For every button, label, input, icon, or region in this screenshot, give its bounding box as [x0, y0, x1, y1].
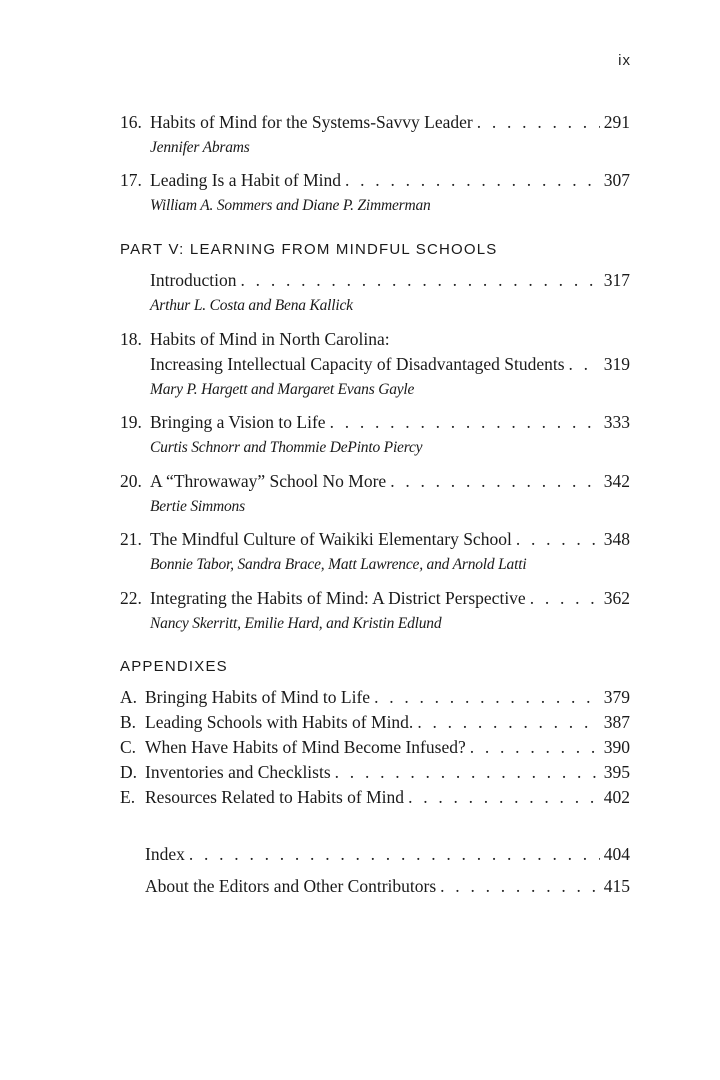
toc-entry-appendix-d[interactable]: [120, 760, 630, 784]
appendix-title: Inventories and Checklists: [145, 762, 331, 782]
chapter-authors: Curtis Schnorr and Thommie DePinto Piercy: [150, 439, 423, 456]
toc-entry-about-editors[interactable]: [120, 874, 630, 898]
toc-entry-appendix-b[interactable]: [120, 710, 630, 734]
page-number: 404: [603, 844, 630, 864]
dot-leader: [390, 469, 600, 493]
appendix-title: Resources Related to Habits of Mind: [145, 787, 405, 807]
chapter-number: 18.: [120, 329, 142, 349]
dot-leader: [345, 168, 600, 192]
toc-entry-chapter-18[interactable]: [120, 327, 630, 351]
toc-entry-chapter-21[interactable]: [120, 527, 630, 551]
chapter-authors: Nancy Skerritt, Emilie Hard, and Kristin Edlund: [150, 615, 442, 632]
page-folio: ix: [618, 52, 631, 69]
appendix-letter: A.: [120, 687, 138, 707]
page-number: 395: [603, 762, 630, 782]
chapter-number: 19.: [120, 412, 142, 432]
chapter-number: 21.: [120, 529, 142, 549]
page-number: 291: [603, 112, 630, 132]
dot-leader: [516, 527, 600, 551]
chapter-title: Integrating the Habits of Mind: A District Perspective: [150, 588, 526, 608]
toc-entry-chapter-22[interactable]: [120, 586, 630, 610]
dot-leader: [470, 735, 600, 759]
dot-leader: [408, 785, 600, 809]
dot-leader: [440, 874, 600, 898]
appendix-title: Leading Schools with Habits of Mind.: [145, 712, 414, 732]
page-number: 402: [603, 787, 630, 807]
page-number: 307: [603, 170, 630, 190]
page-number: 348: [603, 529, 630, 549]
page-number: 319: [603, 354, 630, 374]
toc-entry-chapter-17[interactable]: [120, 168, 630, 192]
dot-leader: [569, 352, 600, 376]
toc-entry-chapter-20[interactable]: [120, 469, 630, 493]
dot-leader: [241, 268, 600, 292]
chapter-title: Bringing a Vision to Life: [150, 412, 326, 432]
page-number: 379: [603, 687, 630, 707]
chapter-title: A “Throwaway” School No More: [150, 471, 387, 491]
appendix-letter: E.: [120, 787, 136, 807]
chapter-number: 16.: [120, 112, 142, 132]
chapter-subtitle: Increasing Intellectual Capacity of Disadvantaged Students: [150, 354, 565, 374]
page-number: 390: [603, 737, 630, 757]
page-number: 333: [603, 412, 630, 432]
toc-entry-chapter-16[interactable]: [120, 110, 630, 134]
toc-entry-index[interactable]: [120, 842, 630, 866]
toc-entry-chapter-18-subtitle[interactable]: [120, 352, 630, 376]
dot-leader: [417, 710, 599, 734]
back-matter-title: About the Editors and Other Contributors: [145, 876, 437, 896]
page-number: 362: [603, 588, 630, 608]
chapter-authors: Bonnie Tabor, Sandra Brace, Matt Lawrence, and Arnold Latti: [150, 556, 527, 573]
chapter-title: Habits of Mind in North Carolina:: [150, 329, 390, 349]
part-heading: PART V: LEARNING FROM MINDFUL SCHOOLS: [120, 241, 498, 258]
toc-entry-appendix-e[interactable]: [120, 785, 630, 809]
appendix-letter: D.: [120, 762, 138, 782]
page-number: 387: [603, 712, 630, 732]
chapter-authors: Bertie Simmons: [150, 498, 245, 515]
chapter-authors: William A. Sommers and Diane P. Zimmerman: [150, 197, 431, 214]
dot-leader: [374, 685, 600, 709]
appendix-letter: C.: [120, 737, 137, 757]
chapter-number: 20.: [120, 471, 142, 491]
intro-title: Introduction: [150, 270, 237, 290]
toc-entry-appendix-a[interactable]: [120, 685, 630, 709]
dot-leader: [330, 410, 600, 434]
chapter-title: Leading Is a Habit of Mind: [150, 170, 341, 190]
toc-entry-chapter-19[interactable]: [120, 410, 630, 434]
page-number: 415: [603, 876, 630, 896]
appendixes-heading: APPENDIXES: [120, 658, 228, 675]
chapter-authors: Jennifer Abrams: [150, 139, 250, 156]
toc-entry-appendix-c[interactable]: [120, 735, 630, 759]
chapter-authors: Mary P. Hargett and Margaret Evans Gayle: [150, 381, 415, 398]
intro-authors: Arthur L. Costa and Bena Kallick: [150, 297, 353, 314]
dot-leader: [189, 842, 600, 866]
chapter-number: 22.: [120, 588, 142, 608]
chapter-title: The Mindful Culture of Waikiki Elementary School: [150, 529, 512, 549]
page-number: 342: [603, 471, 630, 491]
toc-entry-introduction[interactable]: [120, 268, 630, 292]
appendix-title: When Have Habits of Mind Become Infused?: [145, 737, 466, 757]
appendix-letter: B.: [120, 712, 137, 732]
dot-leader: [335, 760, 600, 784]
dot-leader: [477, 110, 600, 134]
chapter-title: Habits of Mind for the Systems-Savvy Leader: [150, 112, 473, 132]
back-matter-title: Index: [145, 844, 185, 864]
appendix-title: Bringing Habits of Mind to Life: [145, 687, 371, 707]
dot-leader: [530, 586, 600, 610]
chapter-number: 17.: [120, 170, 142, 190]
page-number: 317: [603, 270, 630, 290]
